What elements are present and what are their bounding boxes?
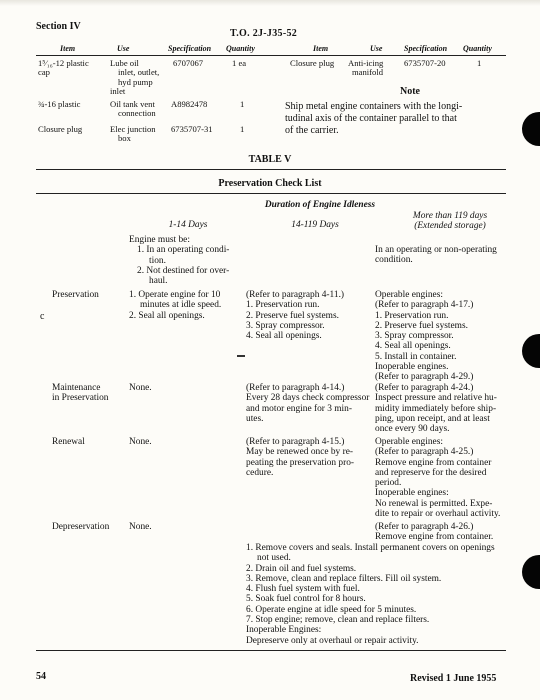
parts-use: Oil tank vent connection [110, 99, 156, 119]
row-depreservation-c1: None. [129, 522, 152, 532]
page-number: 54 [36, 671, 46, 682]
parts-item: Closure plug [38, 124, 83, 134]
row-label-maintenance: Maintenance in Preservation [52, 383, 109, 404]
col-header-2: 14-119 Days [291, 220, 339, 230]
duration-rule [265, 193, 506, 194]
stray-dash [237, 355, 245, 357]
parts-qty: 1 [240, 99, 245, 109]
row-preservation-c3: Operable engines: (Refer to paragraph 4-17.) 1. Preservation run. 2. Preserve fuel systems. 3. Spray compressor. 4. Seal all openings. 5. Install in container. Inoperable engines. (Refer to paragraph 4-29.) [375, 290, 474, 383]
scan-edge [0, 0, 540, 6]
section-label: Section IV [36, 21, 81, 32]
duration-header: Duration of Engine Idleness [264, 200, 376, 210]
row-depreservation-c3: (Refer to paragraph 4-26.) Remove engine from container. [375, 522, 494, 543]
row-renewal-c2: (Refer to paragraph 4-15.) May be renewed once by re- peating the preservation pro- cedure. [246, 437, 355, 478]
col-header: Quantity [463, 44, 492, 53]
table-bottom-rule [36, 650, 506, 651]
binder-hole [522, 112, 540, 146]
col-header-1: 1-14 Days [168, 220, 208, 230]
row-renewal-c3: Operable engines: (Refer to paragraph 4-25.) Remove engine from container and represerve for the desired period. Inoperable engines: No renewal is permitted. Expe- dite to repair or overhaul activity. [375, 437, 501, 520]
parts-item: ¾-16 plastic [38, 99, 81, 109]
parts-item: 1⁵⁄₁₆-12 plastic cap [38, 58, 89, 78]
intro-right: In an operating or non-operating condition. [375, 245, 497, 266]
binder-hole [522, 334, 540, 368]
col-header-3: More than 119 days (Extended storage) [412, 211, 488, 232]
table-top-rule [36, 169, 506, 170]
to-number: T.O. 2J-J35-52 [230, 28, 298, 39]
parts-qty: 1 [477, 58, 482, 68]
col-header: Specification [404, 44, 448, 53]
row-label-preservation: Preservation [52, 290, 99, 300]
row-label-depreservation: Depreservation [52, 522, 110, 532]
parts-qty: 1 [240, 124, 245, 134]
parts-use: Anti-icing manifold [348, 58, 384, 78]
row-maintenance-c2: (Refer to paragraph 4-14.) Every 28 days check compressor and motor engine for 3 min- utes. [246, 383, 370, 424]
parts-use: Lube oil inlet, outlet, hyd pump inlet [110, 58, 160, 97]
parts-spec: 6707067 [173, 58, 204, 68]
col-header: Quantity [226, 44, 255, 53]
row-preservation-c1: 1. Operate engine for 10 minutes at idle speed. 2. Seal all openings. [129, 290, 222, 321]
row-preservation-c2: (Refer to paragraph 4-11.) 1. Preservation run. 2. Preserve fuel systems. 3. Spray compressor. 4. Seal all openings. [246, 290, 345, 342]
binder-hole [522, 555, 540, 589]
margin-mark: c [40, 311, 45, 322]
col-header: Use [117, 44, 130, 53]
parts-spec: A8982478 [171, 99, 208, 109]
parts-spec: 6735707-31 [171, 124, 213, 134]
parts-qty: 1 ea [232, 58, 247, 68]
parts-use: Elec junction box [110, 124, 156, 144]
parts-item: Closure plug [290, 58, 335, 68]
col-header: Use [370, 44, 383, 53]
col-header: Item [313, 44, 329, 53]
table-title: Preservation Check List [218, 178, 322, 189]
col-header: Specification [168, 44, 212, 53]
parts-spec: 6735707-20 [404, 58, 446, 68]
table-label: TABLE V [248, 154, 292, 165]
row-maintenance-c3: (Refer to paragraph 4-24.) Inspect pressure and relative hu- midity immediately before ship- ping, upon receipt, and at least once every 90 days. [375, 383, 497, 435]
depreservation-steps: 1. Remove covers and seals. Install permanent covers on openings not used. 2. Drain oil and fuel systems. 3. Remove, clean and replace filters. Fill oil system. 4. Flush fuel system with fuel. 5. Soak fuel control for 8 hours. 6. Operate engine at idle speed for 5 minutes. 7. Stop engine; remove, clean and replace filters. Inoperable Engines: Depreserve only at overhaul or repair activity. [246, 543, 495, 646]
row-maintenance-c1: None. [129, 383, 152, 393]
note-body: Ship metal engine containers with the longi- tudinal axis of the container parallel to that of the carrier. [285, 101, 463, 136]
intro-left: Engine must be: 1. In an operating condi- tion. 2. Not destined for over- haul. [129, 235, 230, 287]
col-header: Item [60, 44, 76, 53]
row-renewal-c1: None. [129, 437, 152, 447]
revision-date: Revised 1 June 1955 [410, 673, 497, 684]
row-label-renewal: Renewal [52, 437, 85, 447]
parts-header-rule [36, 55, 506, 56]
note-title: Note [400, 86, 420, 97]
